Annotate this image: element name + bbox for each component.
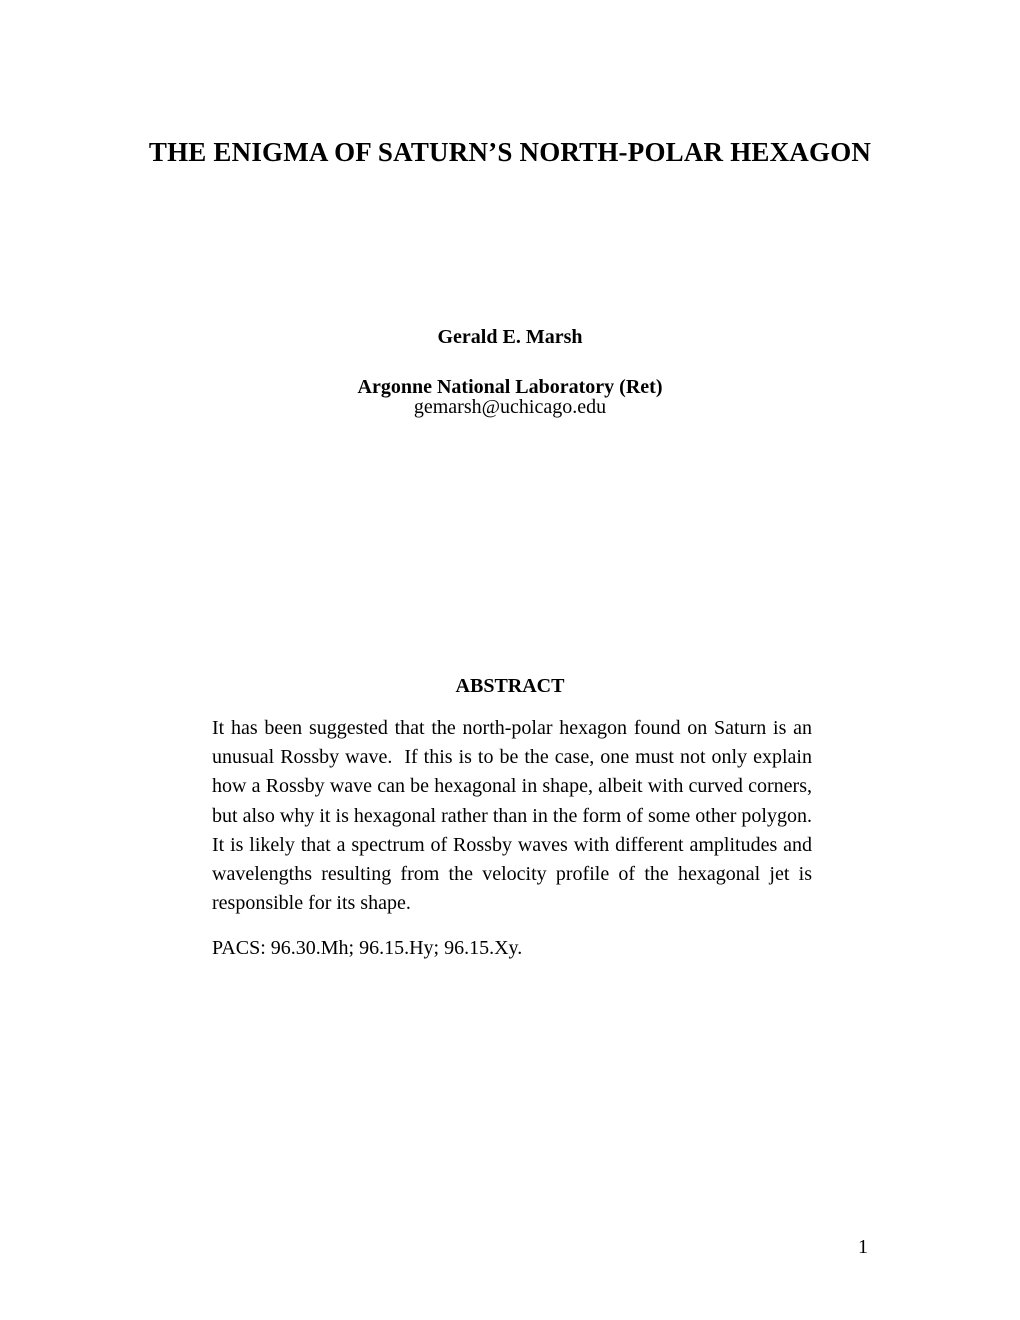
page-number: 1 — [858, 1236, 868, 1258]
abstract-text: It has been suggested that the north-polar hexagon found on Saturn is an unusual Rossby wave. If this is to be the case, one must not only explain how a Rossby wave can be hexagonal in shape, albeit with curved corners, but also why it is hexagonal rather than in the form of some other polygon. It is likely that a spectrum of Rossby waves with different amplitudes and wavelengths resulting from the velocity profile of the hexagonal jet is responsible for its shape. — [212, 717, 817, 915]
pacs-codes: PACS: 96.30.Mh; 96.15.Hy; 96.15.Xy. — [212, 937, 523, 959]
author-affiliation: Argonne National Laboratory (Ret) — [357, 376, 663, 398]
abstract-heading: ABSTRACT — [455, 675, 565, 697]
author-email: gemarsh@uchicago.edu — [413, 396, 607, 418]
paper-title: THE ENIGMA OF SATURN’S NORTH-POLAR HEXAGON — [148, 137, 872, 168]
author-name: Gerald E. Marsh — [437, 326, 583, 348]
